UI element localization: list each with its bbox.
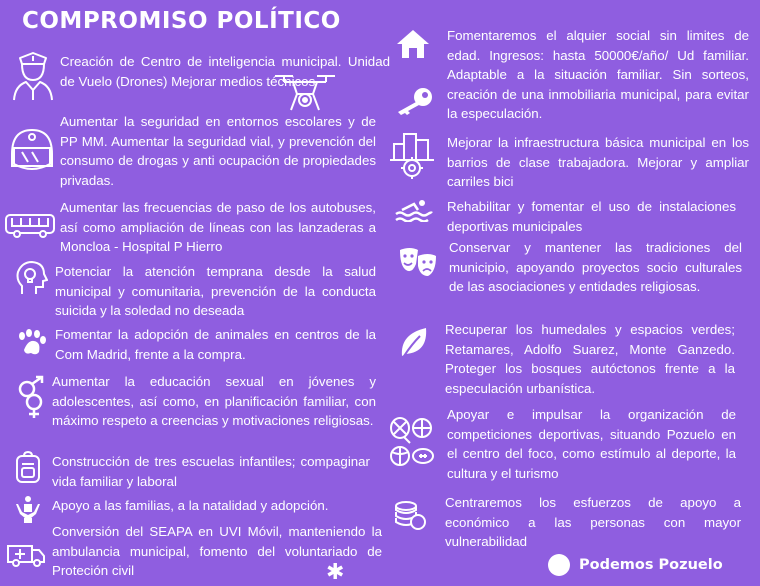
brand-name: Podemos Pozuelo — [579, 557, 723, 573]
item-text: Rehabilitar y fomentar el uso de instalaciones deportivas municipales — [447, 199, 736, 234]
item-text: Mejorar la infraestructura básica municipal en los barrios de clase trabajadora. Mejorar y ampliar carriles bici — [447, 135, 749, 190]
item-text: Potenciar la atención temprana desde la salud municipal y comunitaria, prevención de la conducta suicida y la soledad no deseada — [55, 264, 376, 319]
paw-print-icon — [14, 328, 48, 358]
item-text: Fomentar la adopción de animales en centros de la Com Madrid, frente a la compra. — [55, 327, 376, 362]
house-icon — [396, 28, 430, 60]
item-text: Conversión del SEAPA en UVI Móvil, manteniendo la ambulancia municipal, fomento del voluntariado de Proteción civil — [52, 524, 382, 579]
key-icon — [394, 86, 434, 116]
head-lightbulb-icon — [14, 260, 48, 296]
item-text: Apoyo a las familias, a la natalidad y adopción. — [52, 498, 329, 513]
item-text: Centraremos los esfuerzos de apoyo a económico a las personas con mayor vulnerabilidad — [445, 495, 741, 550]
coins-stack-icon — [393, 500, 427, 532]
item-text: Aumentar la seguridad en entornos escolares y de PP MM. Aumentar la seguridad vial, y prevención del consumo de drogas y anti ocupación de propiedades privadas. — [60, 114, 376, 188]
police-officer-icon — [10, 50, 56, 102]
item-text: Aumentar las frecuencias de paso de los autobuses, así como ampliación de líneas con las lanzaderas a Moncloa - Hospital P Hierro — [60, 200, 376, 255]
gender-symbols-icon — [14, 375, 50, 419]
item-text: Creación de Centro de inteligencia municipal. Unidad de Vuelo (Drones) Mejorar medios técnicos — [60, 54, 390, 89]
brand-badge — [548, 554, 723, 576]
item-text: Recuperar los humedales y espacios verdes; Retamares, Adolfo Suarez, Monte Ganzedo. Proteger los bosques autóctonos frente a la especulación urbanística. — [445, 322, 735, 396]
family-hands-icon — [14, 494, 42, 524]
school-backpack-icon — [14, 450, 42, 484]
theater-masks-icon — [398, 246, 438, 280]
bus-icon — [4, 212, 56, 240]
page-title: COMPROMISO POLÍTICO — [22, 8, 341, 34]
item-text: Construcción de tres escuelas infantiles; compaginar vida familiar y laboral — [52, 454, 370, 489]
sports-equipment-icon — [386, 416, 436, 468]
swimmer-icon — [394, 198, 434, 222]
city-gear-icon — [388, 130, 436, 182]
item-text: Apoyar e impulsar la organización de competiciones deportivas, situando Pozuelo en el centro del foco, como estímulo al deporte, la cultura y el turismo — [447, 407, 736, 481]
circle-logo-icon — [548, 554, 570, 576]
item-text: Conservar y mantener las tradiciones del municipio, apoyando proyectos socio culturales de las asociaciones y entidades religiosas. — [449, 240, 742, 295]
riot-helmet-icon — [6, 124, 58, 178]
item-text: Aumentar la educación sexual en jóvenes y adolescentes, así como, en planificación familiar, con máximo respeto a creencias y motivaciones religiosas. — [52, 374, 376, 429]
ambulance-icon — [6, 540, 46, 568]
asterisk-decoration: ✱ — [326, 559, 345, 584]
leaf-icon — [398, 326, 430, 360]
item-text: Fomentaremos el alquier social sin limites de edad. Ingresos: hasta 50000€/año/ Ud familiar. Adaptable a la situación familiar. Sin sorteos, creación de una inmobiliaria municipal, para evitar la especulación. — [447, 28, 749, 122]
